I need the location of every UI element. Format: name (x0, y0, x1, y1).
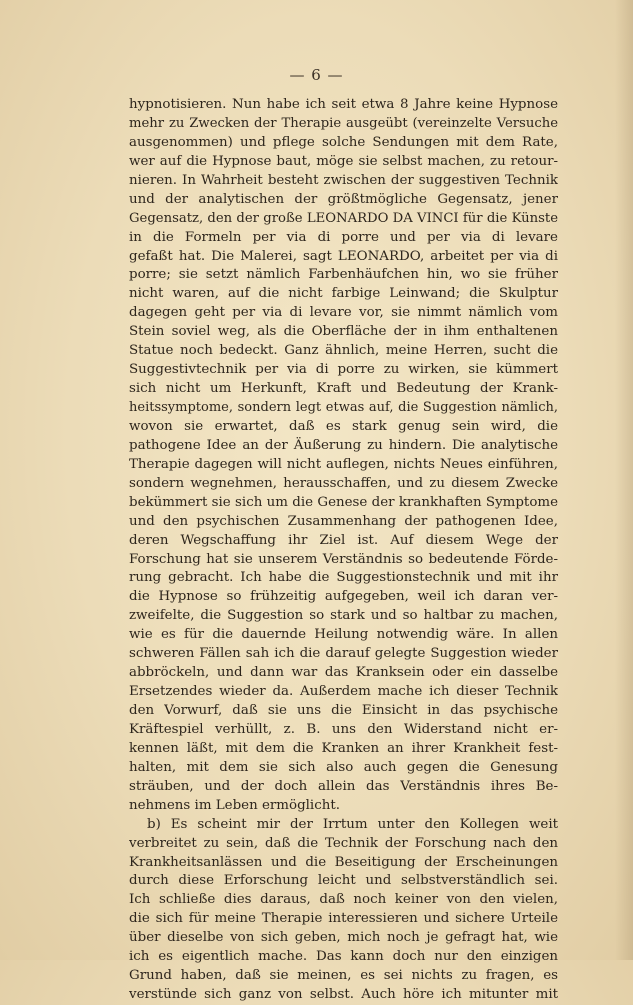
text-line: über dieselbe von sich geben, mich noch je gefragt hat, wie (129, 930, 558, 946)
text-line: schweren Fällen sah ich die darauf gelegte Suggestion wieder (129, 646, 558, 662)
text-line: Statue noch bedeckt. Ganz ähnlich, meine Herren, sucht die (129, 343, 558, 359)
text-line: verstünde sich ganz von selbst. Auch höre ich mitunter mit (129, 987, 558, 1003)
text-line: deren Wegschaffung ihr Ziel ist. Auf diesem Wege der (129, 532, 558, 548)
text-line: nehmens im Leben ermöglicht. (129, 797, 340, 813)
text-line: Kräftespiel verhüllt, z. B. uns den Widerstand nicht er- (129, 721, 558, 737)
text-line: Krankheitsanlässen und die Beseitigung der Erscheinungen (129, 854, 558, 870)
text-line: bekümmert sie sich um die Genese der krankhaften Symptome (129, 494, 558, 510)
text-line: abbröckeln, und dann war das Kranksein oder ein dasselbe (129, 665, 558, 681)
page-edge-shadow (615, 0, 633, 960)
text-line: hypnotisieren. Nun habe ich seit etwa 8 Jahre keine Hypnose (129, 97, 558, 112)
text-line: und den psychischen Zusammenhang der pathogenen Idee, (129, 513, 558, 529)
text-line: in die Formeln per via di porre und per via di levare (129, 229, 558, 245)
text-line: kennen läßt, mit dem die Kranken an ihrer Krankheit fest- (129, 740, 558, 756)
text-line: Ersetzendes wieder da. Außerdem mache ich dieser Technik (129, 684, 558, 700)
text-line: ich es eigentlich mache. Das kann doch nur den einzigen (129, 949, 558, 965)
text-line: Gegensatz, den der große LEONARDO DA VINCI für die Künste (129, 210, 558, 226)
text-line: wer auf die Hypnose baut, möge sie selbst machen, zu retour- (129, 153, 558, 169)
text-line: Stein soviel weg, als die Oberfläche der in ihm enthaltenen (129, 324, 558, 340)
text-line: Forschung hat sie unserem Verständnis so bedeutende Förde- (129, 551, 558, 567)
page-number: — 6 — (289, 66, 344, 84)
text-line: verbreitet zu sein, daß die Technik der Forschung nach den (129, 835, 558, 851)
text-line: die Hypnose so frühzeitig aufgegeben, weil ich daran ver- (129, 589, 558, 605)
text-line: gefaßt hat. Die Malerei, sagt LEONARDO, arbeitet per via di (129, 248, 558, 264)
text-line: sich nicht um Herkunft, Kraft und Bedeutung der Krank- (129, 381, 558, 397)
text-line: sträuben, und der doch allein das Verständnis ihres Be- (129, 778, 558, 794)
text-line: porre; sie setzt nämlich Farbenhäufchen hin, wo sie früher (129, 267, 558, 283)
text-line: halten, mit dem sie sich also auch gegen die Genesung (129, 759, 558, 775)
text-line: ausgenommen) und pflege solche Sendungen mit dem Rate, (129, 134, 558, 150)
text-line: Suggestivtechnik per via di porre zu wirken, sie kümmert (129, 362, 558, 378)
text-line: Ich schließe dies daraus, daß noch keiner von den vielen, (129, 892, 558, 908)
text-line: sondern wegnehmen, herausschaffen, und zu diesem Zwecke (129, 475, 558, 491)
text-line: nicht waren, auf die nicht farbige Leinwand; die Skulptur (129, 286, 558, 302)
text-line: die sich für meine Therapie interessieren und sichere Urteile (129, 911, 558, 927)
text-line: zweifelte, die Suggestion so stark und so haltbar zu machen, (129, 608, 558, 624)
text-line: den Vorwurf, daß sie uns die Einsicht in das psychische (129, 703, 558, 718)
text-line: mehr zu Zwecken der Therapie ausgeübt (vereinzelte Versuche (129, 115, 558, 131)
text-line: Therapie dagegen will nicht auflegen, nichts Neues einführen, (129, 456, 558, 472)
text-line: wovon sie erwartet, daß es stark genug sein wird, die (129, 418, 558, 434)
text-line: durch diese Erforschung leicht und selbstverständlich sei. (129, 873, 558, 889)
text-line: b) Es scheint mir der Irrtum unter den Kollegen weit (147, 816, 558, 832)
text-line: rung gebracht. Ich habe die Suggestionstechnik und mit ihr (129, 570, 558, 586)
text-line: heitssymptome, sondern legt etwas auf, die Suggestion nämlich, (129, 400, 558, 415)
text-line: nieren. In Wahrheit besteht zwischen der suggestiven Technik (129, 172, 558, 188)
text-line: Grund haben, daß sie meinen, es sei nichts zu fragen, es (129, 968, 558, 984)
text-line: dagegen geht per via di levare vor, sie nimmt nämlich vom (129, 305, 558, 321)
text-line: pathogene Idee an der Äußerung zu hindern. Die analytische (129, 437, 558, 453)
body-text (129, 96, 558, 1005)
text-line: und der analytischen der größtmögliche Gegensatz, jener (129, 191, 558, 207)
text-line: wie es für die dauernde Heilung notwendig wäre. In allen (129, 627, 558, 643)
